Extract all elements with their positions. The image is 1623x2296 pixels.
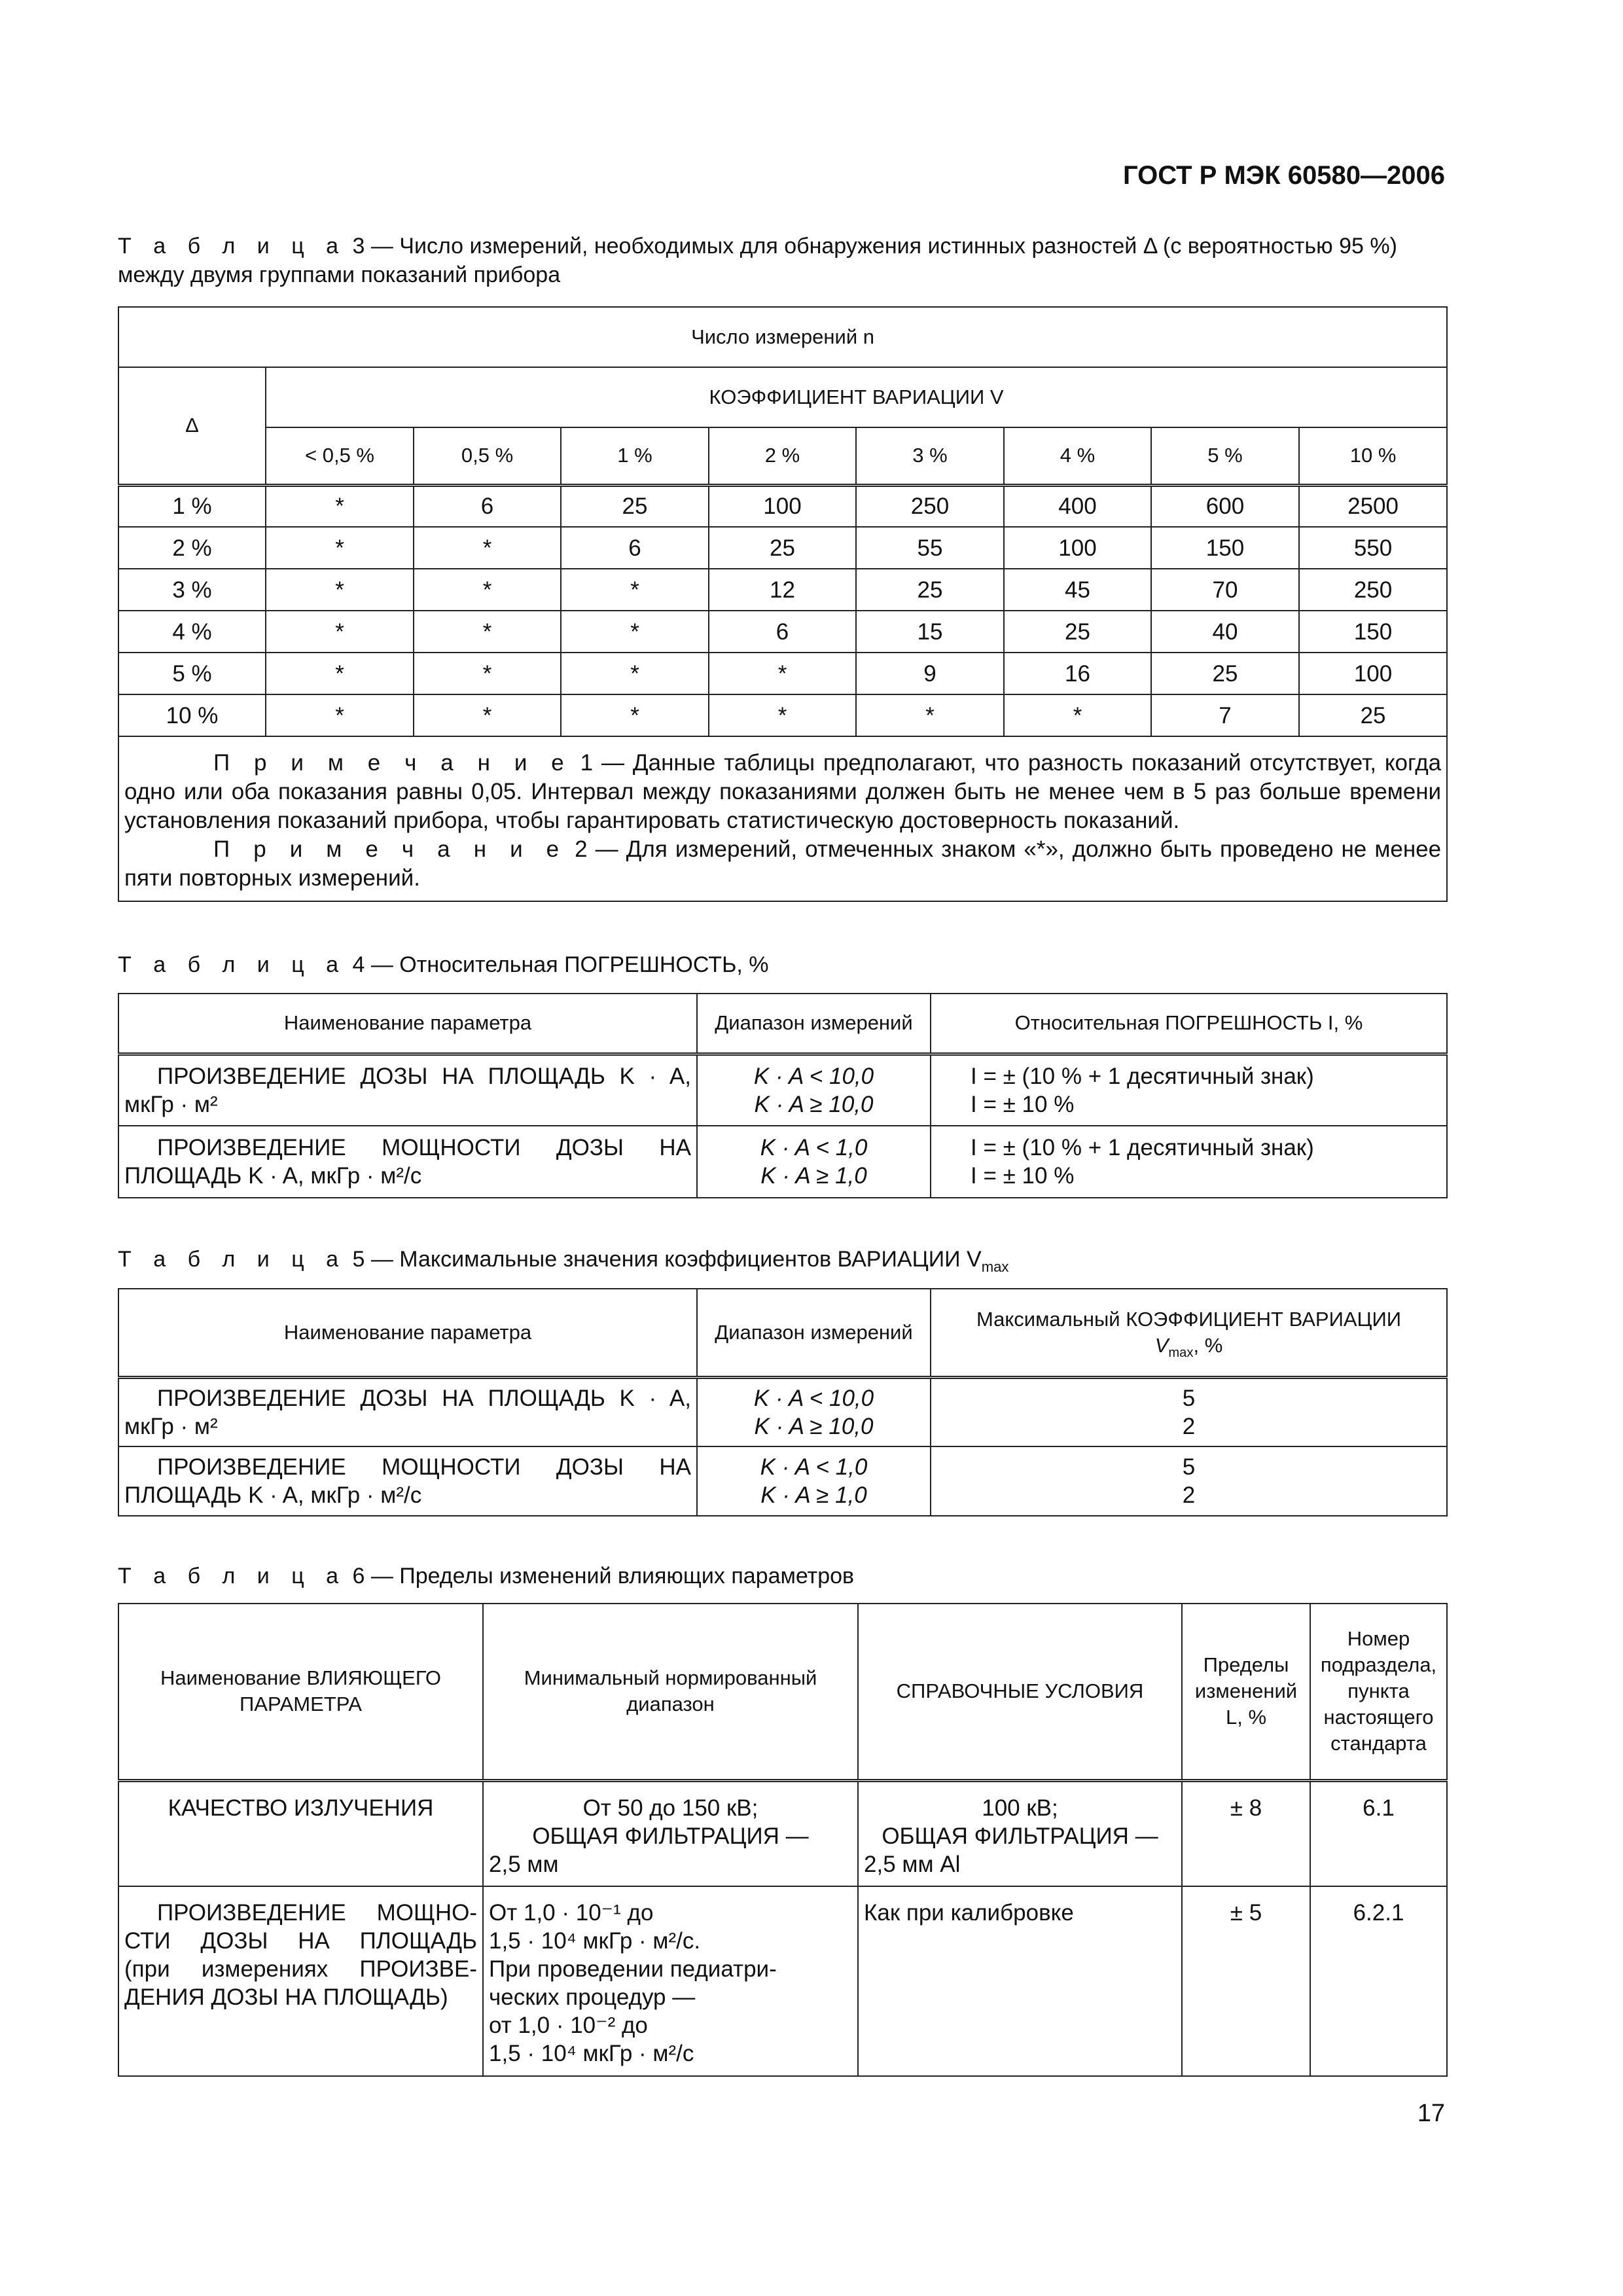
table5-param-name bbox=[118, 1446, 697, 1516]
table6-header-limit: Пределы изменений L, % bbox=[1182, 1604, 1310, 1780]
table3-cell: * bbox=[266, 527, 414, 569]
vmax-value: 2 bbox=[1182, 1482, 1196, 1508]
table3-col-header: 10 % bbox=[1299, 427, 1447, 485]
table3-cell: 55 bbox=[856, 527, 1004, 569]
table3-cell: * bbox=[414, 694, 561, 736]
table3-cell: 6 bbox=[709, 611, 856, 653]
ref-line: 100 кВ; bbox=[982, 1795, 1058, 1821]
table-row bbox=[118, 611, 1447, 653]
table3 bbox=[118, 306, 1448, 902]
range-line: 2,5 мм bbox=[489, 1851, 559, 1877]
table3-cell: 40 bbox=[1151, 611, 1299, 653]
table3-cell: 45 bbox=[1004, 569, 1151, 611]
table3-col-header: 2 % bbox=[709, 427, 856, 485]
table6-limit: ± 8 bbox=[1182, 1780, 1310, 1886]
table6-limit: ± 5 bbox=[1182, 1886, 1310, 2076]
table3-cell: 9 bbox=[856, 653, 1004, 694]
table3-cell: * bbox=[414, 611, 561, 653]
range-line: От 1,0 · 10⁻¹ до bbox=[489, 1900, 654, 1926]
table3-col-header: 1 % bbox=[561, 427, 709, 485]
table6-header-range: Минимальный нормированный диапазон bbox=[483, 1604, 858, 1780]
table3-caption-text: 3 — Число измерений, необходимых для обнаружения истинных разностей Δ (с вероятностью 95 %) между двумя группами показаний прибора bbox=[118, 234, 1397, 287]
table5 bbox=[118, 1288, 1448, 1516]
table3-cell: 12 bbox=[709, 569, 856, 611]
table3-delta-header: Δ bbox=[118, 367, 266, 485]
table6-param-name bbox=[118, 1886, 483, 2076]
table4-range bbox=[697, 1126, 931, 1198]
table3-cell: * bbox=[414, 569, 561, 611]
note-label: П р и м е ч а н и е bbox=[213, 836, 567, 862]
table3-notes bbox=[118, 736, 1447, 901]
range-line: От 50 до 150 кВ; bbox=[582, 1795, 758, 1821]
vmax-header-line: Максимальный КОЭФФИЦИЕНТ ВАРИАЦИИ bbox=[976, 1307, 1402, 1331]
document-header: ГОСТ Р МЭК 60580—2006 bbox=[1122, 161, 1445, 190]
param-line: ПРОИЗВЕДЕНИЕ ДОЗЫ НА ПЛОЩАДЬ K · A, bbox=[157, 1385, 691, 1411]
table-row bbox=[118, 1126, 1447, 1198]
param-line: ПРОИЗВЕДЕНИЕ МОЩНОСТИ ДОЗЫ НА bbox=[157, 1454, 691, 1480]
ref-line: ОБЩАЯ ФИЛЬТРАЦИЯ — bbox=[882, 1823, 1158, 1849]
range-line: K · A < 1,0 bbox=[760, 1135, 868, 1160]
note-text: 1 — Данные таблицы предполагают, что разность показаний отсутствует, когда одно или оба показания равны 0,05. Интервал между показаниями должен быть не менее чем в 5 раз больше времени установления показаний прибора, чтобы гарантировать статистическую достоверность показаний. bbox=[124, 750, 1442, 833]
range-line: ОБЩАЯ ФИЛЬТРАЦИЯ — bbox=[532, 1823, 809, 1849]
param-line: ДЕНИЯ ДОЗЫ НА ПЛОЩАДЬ) bbox=[124, 1984, 448, 2010]
table3-cell: 150 bbox=[1151, 527, 1299, 569]
range-line: K · A ≥ 10,0 bbox=[754, 1091, 874, 1117]
vmax-value: 2 bbox=[1182, 1413, 1196, 1439]
table3-cell: * bbox=[266, 611, 414, 653]
param-line: ПРОИЗВЕДЕНИЕ МОЩНО- bbox=[157, 1900, 477, 1926]
param-line: ПРОИЗВЕДЕНИЕ МОЩНОСТИ ДОЗЫ НА bbox=[157, 1135, 691, 1160]
table3-cell: 6 bbox=[561, 527, 709, 569]
table3-cell: * bbox=[1004, 694, 1151, 736]
table3-cell: * bbox=[561, 569, 709, 611]
table3-delta-cell: 4 % bbox=[118, 611, 266, 653]
table-row bbox=[118, 653, 1447, 694]
table3-col-header: < 0,5 % bbox=[266, 427, 414, 485]
table-row bbox=[118, 1054, 1447, 1126]
error-line: I = ± 10 % bbox=[971, 1163, 1075, 1189]
table3-cell: 25 bbox=[1151, 653, 1299, 694]
param-line: ПЛОЩАДЬ K · A, мкГр · м²/с bbox=[124, 1163, 422, 1189]
table-row bbox=[118, 1886, 1447, 2076]
table3-note-2 bbox=[124, 835, 1441, 893]
note-text: 2 — Для измерений, отмеченных знаком «*», должно быть проведено не менее пяти повторных измерений. bbox=[124, 836, 1442, 891]
param-line: (при измерениях ПРОИЗВЕ- bbox=[124, 1956, 477, 1982]
table6-section: 6.2.1 bbox=[1310, 1886, 1447, 2076]
table3-cell: 100 bbox=[1004, 527, 1151, 569]
vmax-header-symbol: $V_{max}$, % bbox=[1154, 1333, 1223, 1360]
table6 bbox=[118, 1603, 1448, 2077]
range-line: K · A < 10,0 bbox=[753, 1385, 874, 1411]
range-line: 1,5 · 10⁴ мкГр · м²/с bbox=[489, 2041, 694, 2066]
table6-range bbox=[483, 1780, 858, 1886]
table3-cell: 16 bbox=[1004, 653, 1151, 694]
range-line: K · A ≥ 10,0 bbox=[754, 1413, 874, 1439]
table5-caption-text: 5 — Максимальные значения коэффициентов ВАРИАЦИИ V bbox=[352, 1247, 982, 1272]
vmax-value: 5 bbox=[1182, 1385, 1196, 1411]
table4-error bbox=[931, 1054, 1447, 1126]
table5-header-range: Диапазон измерений bbox=[697, 1289, 931, 1377]
table5-range bbox=[697, 1446, 931, 1516]
table-row bbox=[118, 1780, 1447, 1886]
page-number: 17 bbox=[1417, 2100, 1445, 2127]
table3-delta-cell: 10 % bbox=[118, 694, 266, 736]
table-row bbox=[118, 569, 1447, 611]
range-line: от 1,0 · 10⁻² до bbox=[489, 2013, 648, 2038]
range-line: K · A ≥ 1,0 bbox=[760, 1482, 867, 1508]
table3-cell: 7 bbox=[1151, 694, 1299, 736]
param-line: ПРОИЗВЕДЕНИЕ ДОЗЫ НА ПЛОЩАДЬ K · A, bbox=[157, 1063, 691, 1089]
table3-col-header: 0,5 % bbox=[414, 427, 561, 485]
table3-cell: 25 bbox=[561, 485, 709, 527]
table3-cell: 15 bbox=[856, 611, 1004, 653]
table3-cell: 6 bbox=[414, 485, 561, 527]
table3-cell: 70 bbox=[1151, 569, 1299, 611]
table3-cell: * bbox=[266, 653, 414, 694]
range-line: K · A < 1,0 bbox=[760, 1454, 868, 1480]
table3-note-1 bbox=[124, 749, 1441, 835]
table3-cell: * bbox=[266, 569, 414, 611]
table6-caption-word: Т а б л и ц а bbox=[118, 1564, 347, 1588]
table-row bbox=[118, 1446, 1447, 1516]
table6-ref bbox=[858, 1780, 1182, 1886]
table4-error bbox=[931, 1126, 1447, 1198]
table3-delta-cell: 5 % bbox=[118, 653, 266, 694]
param-line: мкГр · м² bbox=[124, 1091, 218, 1117]
range-line: K · A < 10,0 bbox=[753, 1063, 874, 1089]
table6-caption bbox=[118, 1562, 1446, 1590]
error-line: I = ± (10 % + 1 десятичный знак) bbox=[971, 1063, 1314, 1089]
table3-coef-header: КОЭФФИЦИЕНТ ВАРИАЦИИ V bbox=[266, 367, 1447, 427]
table3-cell: * bbox=[561, 653, 709, 694]
table3-col-header: 5 % bbox=[1151, 427, 1299, 485]
table3-cell: 25 bbox=[709, 527, 856, 569]
vmax-value: 5 bbox=[1182, 1454, 1196, 1480]
table4-param-name bbox=[118, 1126, 697, 1198]
table6-header-param: Наименование ВЛИЯЮЩЕГО ПАРАМЕТРА bbox=[118, 1604, 483, 1780]
table6-header-ref: СПРАВОЧНЫЕ УСЛОВИЯ bbox=[858, 1604, 1182, 1780]
table4 bbox=[118, 993, 1448, 1198]
range-line: ческих процедур — bbox=[489, 1984, 696, 2010]
table3-cell: 400 bbox=[1004, 485, 1151, 527]
table4-caption-word: Т а б л и ц а bbox=[118, 952, 347, 977]
table3-cell: 2500 bbox=[1299, 485, 1447, 527]
table4-header-error: Относительная ПОГРЕШНОСТЬ I, % bbox=[931, 994, 1447, 1054]
table6-ref: Как при калибровке bbox=[858, 1886, 1182, 2076]
table3-cell: * bbox=[266, 694, 414, 736]
table3-cell: * bbox=[856, 694, 1004, 736]
table5-vmax bbox=[931, 1446, 1447, 1516]
range-line: 1,5 · 10⁴ мкГр · м²/с. bbox=[489, 1928, 701, 1954]
table-row bbox=[118, 694, 1447, 736]
table3-caption bbox=[118, 232, 1446, 289]
table6-range bbox=[483, 1886, 858, 2076]
table3-top-header-text: Число измерений n bbox=[691, 325, 875, 348]
table3-cell: 25 bbox=[1004, 611, 1151, 653]
table3-cell: 100 bbox=[709, 485, 856, 527]
table4-caption-text: 4 — Относительная ПОГРЕШНОСТЬ, % bbox=[352, 952, 769, 977]
table-row bbox=[118, 485, 1447, 527]
table5-caption bbox=[118, 1245, 1446, 1274]
table3-col-header: 4 % bbox=[1004, 427, 1151, 485]
table3-cell: * bbox=[561, 611, 709, 653]
table6-param-name: КАЧЕСТВО ИЗЛУЧЕНИЯ bbox=[118, 1780, 483, 1886]
range-line: При проведении педиатри- bbox=[489, 1956, 777, 1982]
table6-header-section: Номер подраздела, пункта настоящего стандарта bbox=[1310, 1604, 1447, 1780]
note-label: П р и м е ч а н и е bbox=[213, 750, 572, 776]
table3-cell: * bbox=[414, 653, 561, 694]
table3-cell: 25 bbox=[856, 569, 1004, 611]
table6-caption-text: 6 — Пределы изменений влияющих параметров bbox=[352, 1564, 855, 1588]
table3-cell: * bbox=[709, 653, 856, 694]
table3-cell: 25 bbox=[1299, 694, 1447, 736]
table4-header-name: Наименование параметра bbox=[118, 994, 697, 1054]
table-row bbox=[118, 1377, 1447, 1446]
table3-cell: 150 bbox=[1299, 611, 1447, 653]
table5-vmax bbox=[931, 1377, 1447, 1446]
range-line: K · A ≥ 1,0 bbox=[760, 1163, 867, 1189]
table4-caption bbox=[118, 950, 1446, 979]
param-line: СТИ ДОЗЫ НА ПЛОЩАДЬ bbox=[124, 1928, 477, 1954]
table4-header-range: Диапазон измерений bbox=[697, 994, 931, 1054]
table5-header-name: Наименование параметра bbox=[118, 1289, 697, 1377]
table3-cell: 250 bbox=[1299, 569, 1447, 611]
table4-range bbox=[697, 1054, 931, 1126]
table3-col-header: 3 % bbox=[856, 427, 1004, 485]
ref-line: 2,5 мм Al bbox=[864, 1851, 961, 1877]
table3-delta-cell: 2 % bbox=[118, 527, 266, 569]
error-line: I = ± 10 % bbox=[971, 1091, 1075, 1117]
table3-delta-cell: 1 % bbox=[118, 485, 266, 527]
param-line: мкГр · м² bbox=[124, 1413, 218, 1439]
table3-cell: * bbox=[266, 485, 414, 527]
table5-header-vmax bbox=[931, 1289, 1447, 1377]
table6-section: 6.1 bbox=[1310, 1780, 1447, 1886]
table3-cell: 550 bbox=[1299, 527, 1447, 569]
table3-cell: * bbox=[561, 694, 709, 736]
table3-caption-word: Т а б л и ц а bbox=[118, 234, 347, 259]
table5-range bbox=[697, 1377, 931, 1446]
table-row bbox=[118, 527, 1447, 569]
table3-cell: * bbox=[414, 527, 561, 569]
table4-param-name bbox=[118, 1054, 697, 1126]
table3-cell: * bbox=[709, 694, 856, 736]
table5-param-name bbox=[118, 1377, 697, 1446]
table5-caption-sub: max bbox=[981, 1258, 1009, 1275]
table3-cell: 600 bbox=[1151, 485, 1299, 527]
table3-cell: 100 bbox=[1299, 653, 1447, 694]
table3-delta-cell: 3 % bbox=[118, 569, 266, 611]
error-line: I = ± (10 % + 1 десятичный знак) bbox=[971, 1135, 1314, 1160]
table3-top-header bbox=[118, 307, 1447, 367]
param-line: ПЛОЩАДЬ K · A, мкГр · м²/с bbox=[124, 1482, 422, 1508]
table3-cell: 250 bbox=[856, 485, 1004, 527]
table5-caption-word: Т а б л и ц а bbox=[118, 1247, 347, 1272]
